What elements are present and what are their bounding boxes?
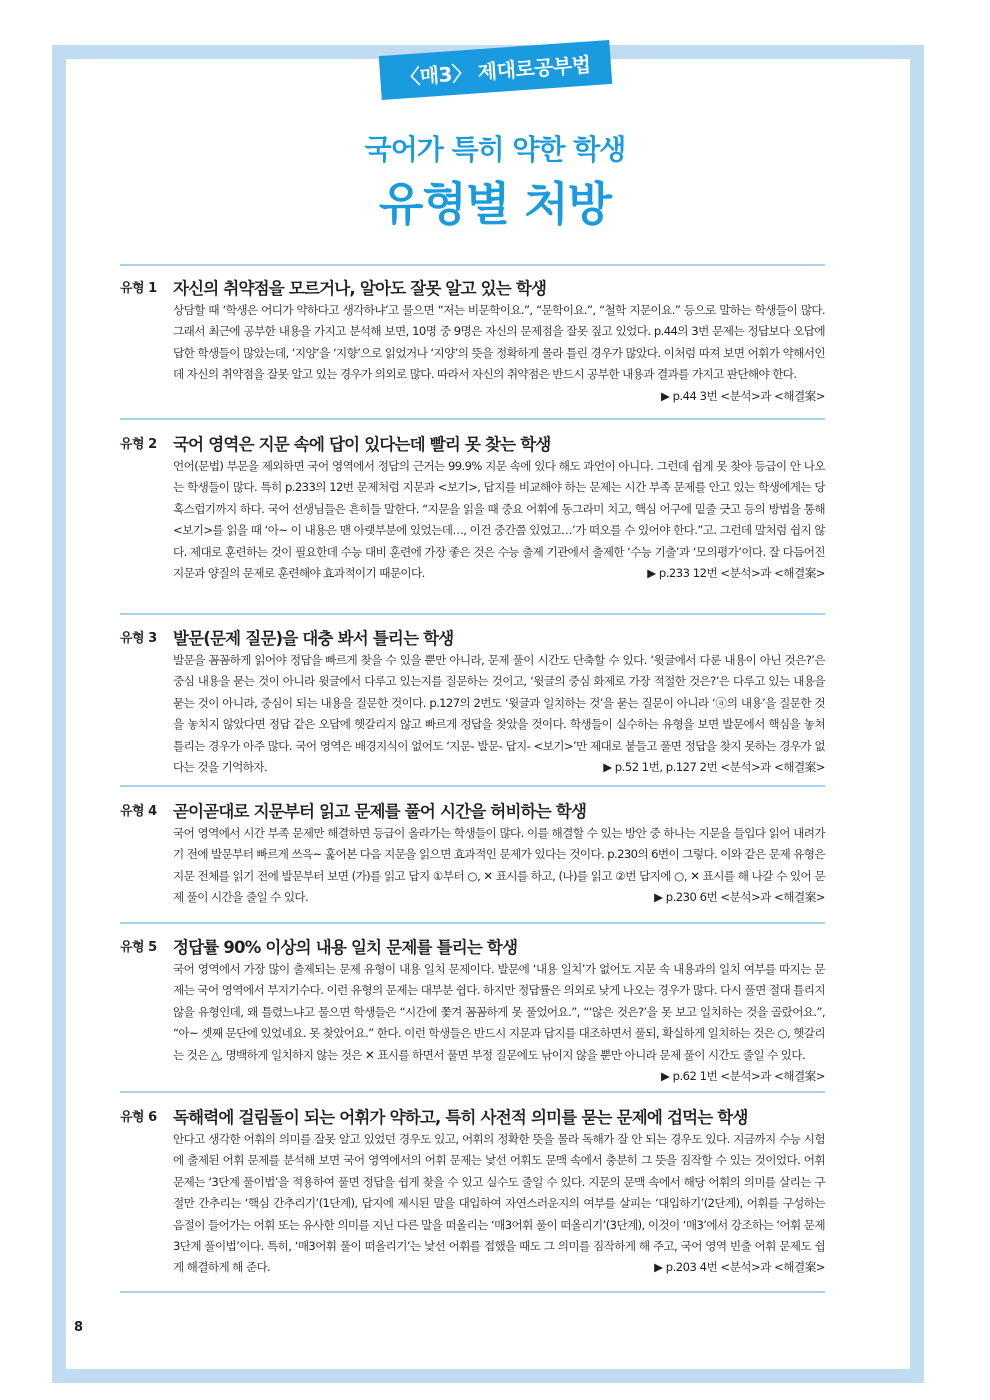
section-reference: ▶ p.62 1번 <분석>과 <해결案>: [661, 1069, 825, 1084]
section-text: 국어 영역에서 시간 부족 문제만 해결하면 등급이 올라가는 학생들이 많다. 이를 해결할 수 있는 방안 중 하나는 지문을 들입다 읽어 내려가기 전에 발문부터 빠르게 쓰윽~ 훑어본 다음 지문을 읽으면 효과적인 문제가 있다는 것이다. p.230의 6번이 그렇다. 이와 같은 문제 유형은 지문 전체를 읽기 전에 발문부터 보면 (가)를 읽고 답지 ①부터 ○, ✕ 표시를 하고, (나)를 읽고 ②번 답지에 ○, ✕ 표시를 해 나갈 수 있어 문제 풀이 시간을 줄일 수 있다.: [173, 826, 825, 905]
section-text: 국어 영역에서 가장 많이 출제되는 문제 유형이 내용 일치 문제이다. 발문에 ‘내용 일치’가 없어도 지문 속 내용과의 일치 여부를 따지는 문제는 국어 영역에서 부지기수다. 이런 유형의 문제는 대부분 쉽다. 하지만 정답률은 의외로 낮게 나오는 경우가 많다. 다시 풀면 절대 틀리지 않을 유형인데, 왜 틀렸느냐고 물으면 학생들은 “시간에 쫓겨 꼼꼼하게 못 풀었어요.”, “‘않은 것은?’을 못 보고 일치하는 것을 골랐어요.”, “아~ 셋째 문단에 있었네요. 못 찾았어요.” 한다. 이런 학생들은 반드시 지문과 답지를 대조하면서 풀되, 확실하게 일치하는 것은 ○, 헷갈리는 것은 △, 명백하게 일치하지 않는 것은 ✕ 표시를 하면서 풀면 부정 질문에도 낚이지 않을 뿐만 아니라 문제 풀이 시간도 줄일 수 있다.: [173, 962, 825, 1062]
section-body: [173, 1129, 825, 1279]
section-text: 언어(문법) 부문을 제외하면 국어 영역에서 정답의 근거는 99.9% 지문 속에 있다 해도 과언이 아니다. 그런데 쉽게 못 찾아 등급이 안 나오는 학생들이 많다. 특히 p.233의 12번 문제처럼 지문과 <보기>, 답지를 비교해야 하는 문제는 시간 부족 문제를 안고 있는 학생에게는 당혹스럽기까지 하다. 국어 선생님들은 흔히들 말한다. “지문을 읽을 때 중요 어휘에 동그라미 치고, 핵심 어구에 밑줄 긋고 등의 방법을 통해 <보기>를 읽을 때 ‘아~ 이 내용은 맨 아랫부분에 있었는데…, 이건 중간쯤 있었고…’가 떠오를 수 있어야 한다.”고. 그런데 말처럼 쉽지 않다. 제대로 훈련하는 것이 필요한데 수능 대비 훈련에 가장 좋은 것은 수능 출제 기관에서 출제한 ‘수능 기출’과 ‘모의평가’이다. 잘 다듬어진 지문과 양질의 문제로 훈련해야 효과적이기 때문이다.: [173, 459, 825, 581]
section-reference: ▶ p.203 4번 <분석>과 <해결案>: [654, 1260, 825, 1275]
page-title: 유형별 처방: [378, 177, 612, 231]
section-divider: [120, 1091, 825, 1093]
section-divider: [120, 264, 825, 266]
section-heading: 발문(문제 질문)을 대충 봐서 틀리는 학생: [173, 629, 454, 648]
section-reference: ▶ p.44 3번 <분석>과 <해결案>: [661, 388, 825, 403]
section-label: 유형 6: [120, 1110, 157, 1125]
section-heading: 정답률 90% 이상의 내용 일치 문제를 틀리는 학생: [173, 938, 518, 957]
section-body: [173, 456, 825, 584]
section-divider: [120, 1291, 825, 1293]
section-type-6: [120, 1104, 830, 1289]
section-type-4: [120, 798, 830, 913]
section-label: 유형 3: [120, 631, 157, 646]
section-body: [173, 823, 825, 909]
section-divider: [120, 785, 825, 787]
section-text: 안다고 생각한 어휘의 의미를 잘못 알고 있었던 경우도 있고, 어휘의 정확한 뜻을 몰라 독해가 잘 안 되는 경우도 있다. 지금까지 수능 시험에 출제된 어휘 문제를 분석해 보면 국어 영역에서의 어휘 문제는 낯선 어휘도 문맥 속에서 충분히 그 뜻을 짐작할 수 있는 것이었다. 어휘 문제는 ‘3단계 풀이법’을 적용하여 풀면 정답을 쉽게 찾을 수 있고 실수도 줄일 수 있다. 지문의 문맥 속에서 해당 어휘의 의미를 살리는 구절만 간추리는 ‘핵심 간추리기’(1단계), 답지에 제시된 말을 대입하여 자연스러운지의 여부를 살피는 ‘대입하기’(2단계), 어휘를 구성하는 음절이 들어가는 어휘 또는 유사한 의미를 지닌 다른 말을 떠올리는 ‘매3어휘 풀이 떠올리기’(3단계), 이것이 ‘매3’에서 강조하는 ‘어휘 문제 3단계 풀이법’이다. 특히, ‘매3어휘 풀이 떠올리기’는 낯선 어휘를 접했을 때도 그 의미를 짐작하게 해 주고, 국어 영역 빈출 어휘 문제도 쉽게 해결하게 해 준다.: [173, 1132, 825, 1275]
section-body: [173, 959, 825, 1087]
section-divider: [120, 922, 825, 924]
section-type-5: [120, 934, 830, 1094]
section-label: 유형 5: [120, 940, 157, 955]
section-label: 유형 4: [120, 804, 157, 819]
series-badge: 〈매3〉 제대로공부법: [378, 40, 611, 100]
section-body: [173, 300, 825, 407]
section-reference: ▶ p.230 6번 <분석>과 <해결案>: [654, 890, 825, 905]
section-divider: [120, 418, 825, 420]
section-type-3: [120, 625, 830, 790]
page-subtitle: 국어가 특히 약한 학생: [364, 133, 626, 166]
page-number: 8: [74, 1320, 84, 1335]
section-label: 유형 2: [120, 437, 157, 452]
section-reference: ▶ p.233 12번 <분석>과 <해결案>: [647, 566, 825, 581]
section-text: 발문을 꼼꼼하게 읽어야 정답을 빠르게 찾을 수 있을 뿐만 아니라, 문제 풀이 시간도 단축할 수 있다. ‘윗글에서 다룬 내용이 아닌 것은?’은 중심 내용을 묻는 것이 아니라 윗글에서 다루고 있는지를 질문하는 것이고, ‘윗글의 중심 화제로 가장 적절한 것은?’은 다루고 있는 내용을 묻는 것이 아니라, 중심이 되는 내용을 질문한 것이다. p.127의 2번도 ‘윗글과 일치하는 것’을 묻는 질문이 아니라 ‘ⓐ의 내용’을 질문한 것을 놓치지 않았다면 정답 같은 오답에 헷갈리지 않고 빠르게 정답을 찾았을 것이다. 학생들이 실수하는 유형을 보면 발문에서 핵심을 놓쳐 틀리는 경우가 아주 많다. 국어 영역은 배경지식이 없어도 ‘지문- 발문- 답지- <보기>’만 제대로 붙들고 풀면 정답을 찾지 못하는 경우가 없다는 것을 기억하자.: [173, 653, 825, 775]
section-heading: 자신의 취약점을 모르거나, 알아도 잘못 알고 있는 학생: [173, 279, 547, 298]
section-type-2: [120, 431, 830, 606]
section-heading: 국어 영역은 지문 속에 답이 있다는데 빨리 못 찾는 학생: [173, 435, 551, 454]
section-body: [173, 650, 825, 778]
section-heading: 독해력에 걸림돌이 되는 어휘가 약하고, 특히 사전적 의미를 묻는 문제에 겁먹는 학생: [173, 1108, 748, 1127]
badge-container: [0, 48, 990, 90]
section-heading: 곧이곧대로 지문부터 읽고 문제를 풀어 시간을 허비하는 학생: [173, 802, 587, 821]
section-type-1: [120, 275, 830, 410]
section-reference: ▶ p.52 1번, p.127 2번 <분석>과 <해결案>: [603, 760, 825, 775]
section-label: 유형 1: [120, 281, 157, 296]
section-text: 상담할 때 ‘학생은 어디가 약하다고 생각하냐’고 물으면 “저는 비문학이요.”, “문학이요.”, “철학 지문이요.” 등으로 말하는 학생들이 많다. 그래서 최근에 공부한 내용을 가지고 분석해 보면, 10명 중 9명은 자신의 문제점을 잘못 짚고 있었다. p.44의 3번 문제는 정답보다 오답에 답한 학생들이 많았는데, ‘지양’을 ‘지향’으로 읽었거나 ‘지양’의 뜻을 정확하게 몰라 틀린 경우가 많았다. 이처럼 따져 보면 어휘가 약해서인데 자신의 취약점을 잘못 알고 있는 경우가 의외로 많다. 따라서 자신의 취약점은 반드시 공부한 내용과 결과를 가지고 판단해야 한다.: [173, 303, 825, 382]
section-divider: [120, 613, 825, 615]
